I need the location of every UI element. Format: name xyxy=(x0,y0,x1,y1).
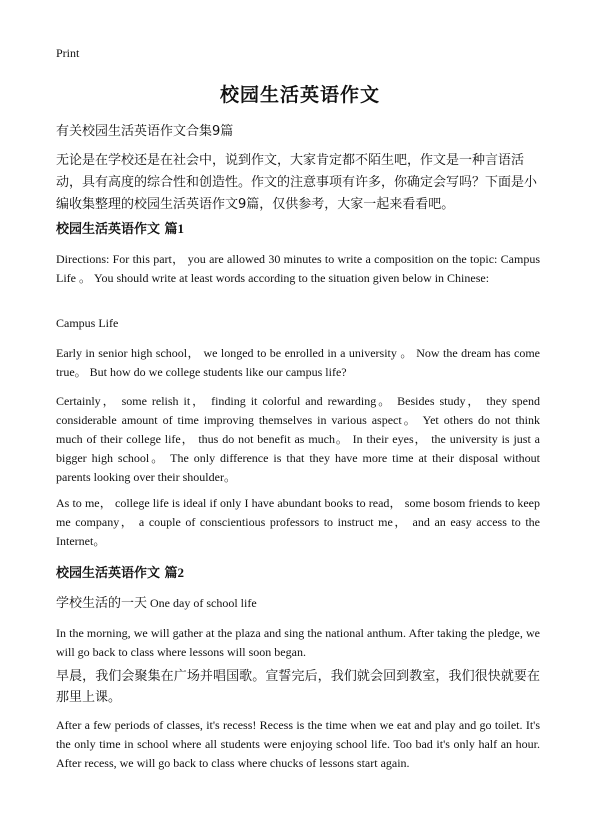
section-heading-1 xyxy=(56,218,184,237)
subheading-chinese: 学校生活的一天 xyxy=(56,596,148,611)
section2-paragraph-recess: After a few periods of classes, it's recess! Recess is the time when we eat and play and go toilet. It's the only time in school where all students were enjoying school life. Too bad it's only half an hour. After recess, we will go back to class where chucks of lessons start again. xyxy=(56,718,540,770)
page-title: 校园生活英语作文 xyxy=(219,84,380,106)
section1-paragraph-certainly: Certainly， some relish it， finding it colorful and rewarding。 Besides study， they spend considerable amount of time improving themselves in various aspect。 Yet others do not think much of their college life， thus do not benefit as much。 In their eyes， the university is just a bigger high school。 The only difference is that they have more time at their disposal without parents looking over their shoulder。 xyxy=(56,394,540,484)
section-heading-number: 2 xyxy=(177,565,185,580)
print-label: Print xyxy=(56,46,80,60)
section1-paragraph-as-to-me: As to me， college life is ideal if only I have abundant books to read， some bosom friends to keep me company， a couple of conscientious professors to instruct me， and an easy access to the Internet。 xyxy=(56,496,540,548)
section2-paragraph-chinese: 早晨，我们会聚集在广场并唱国歌。宣誓完后，我们就会回到教室，我们很快就要在那里上课。 xyxy=(56,669,540,705)
subheading-english: One day of school life xyxy=(150,596,257,610)
document-subtitle: 有关校园生活英语作文合集9篇 xyxy=(56,124,234,139)
section1-paragraph-campus-life: Campus Life xyxy=(56,316,119,330)
section2-paragraph-morning: In the morning, we will gather at the plaza and sing the national anthum. After taking the pledge, we will go back to class where lessons will soon began. xyxy=(56,626,540,659)
section2-subheading xyxy=(56,592,257,611)
section-heading-text: 校园生活英语作文 篇 xyxy=(56,222,178,237)
section1-paragraph-directions: Directions: For this part， you are allowed 30 minutes to write a composition on the topic: Campus Life 。 You should write at least words according to the situation given below in Chinese: xyxy=(56,252,540,285)
section1-paragraph-early: Early in senior high school， we longed to be enrolled in a university 。 Now the dream has come true。 But how do we college students like our campus life? xyxy=(56,346,540,379)
intro-paragraph: 无论是在学校还是在社会中，说到作文，大家肯定都不陌生吧，作文是一种言语活动，具有高度的综合性和创造性。作文的注意事项有许多，你确定会写吗？下面是小编收集整理的校园生活英语作文9篇，仅供参考，大家一起来看看吧。 xyxy=(56,153,538,212)
section-heading-number: 1 xyxy=(177,221,185,236)
section-heading-2 xyxy=(56,562,184,581)
section-heading-text: 校园生活英语作文 篇 xyxy=(56,566,178,581)
